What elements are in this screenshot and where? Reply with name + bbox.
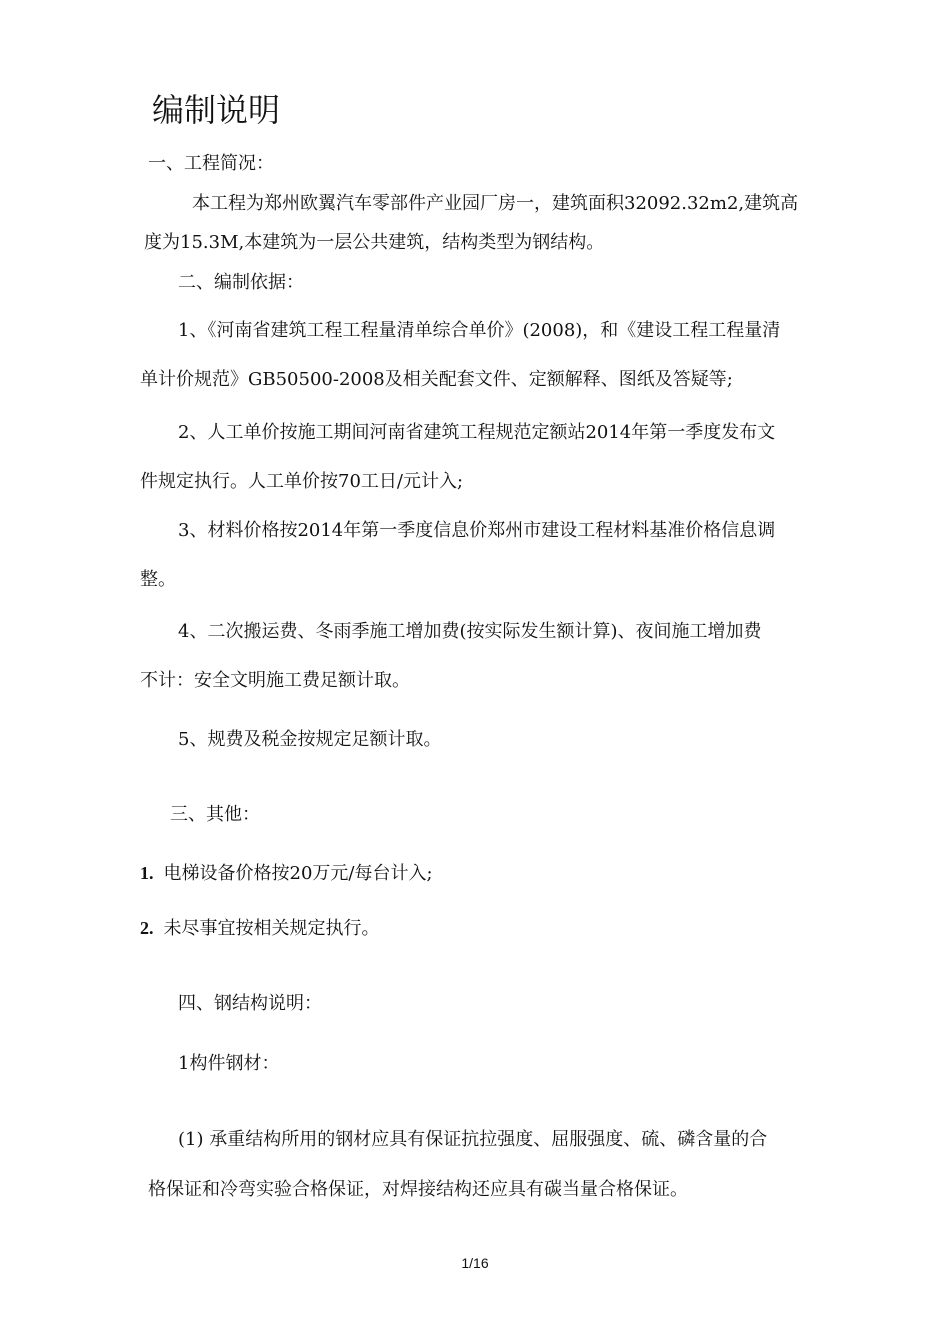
item-1-text: 电梯设备价格按20万元/每台计入; — [163, 863, 433, 884]
item-1-number: 1. — [140, 863, 154, 883]
section-4-subheading: 1构件钢材： — [178, 1053, 280, 1074]
section-2-para-2-line-2: 件规定执行。人工单价按70工日/元计入; — [140, 471, 464, 492]
section-1-line-2: 度为15.3M,本建筑为一层公共建筑，结构类型为钢结构。 — [144, 232, 605, 253]
section-4-heading: 四、钢结构说明： — [178, 993, 322, 1014]
section-2-heading: 二、编制依据： — [178, 272, 304, 293]
document-title: 编制说明 — [152, 91, 281, 129]
section-1-line-1: 本工程为郑州欧翼汽车零部件产业园厂房一，建筑面积32092.32m2,建筑高 — [192, 193, 799, 214]
section-3-item-1 — [140, 861, 433, 886]
section-2-para-4-line-2: 不计：安全文明施工费足额计取。 — [140, 670, 410, 691]
section-4-para-1-line-1: (1) 承重结构所用的钢材应具有保证抗拉强度、屈服强度、硫、磷含量的合 — [178, 1129, 768, 1150]
section-2-para-2-line-1: 2、人工单价按施工期间河南省建筑工程规范定额站2014年第一季度发布文 — [178, 422, 776, 443]
section-2-para-4-line-1: 4、二次搬运费、冬雨季施工增加费(按实际发生额计算)、夜间施工增加费 — [178, 621, 762, 642]
section-2-para-1-line-1: 1、《河南省建筑工程工程量清单综合单价》(2008)，和《建设工程工程量清 — [178, 320, 781, 341]
section-2-para-1-line-2: 单计价规范》GB50500-2008及相关配套文件、定额解释、图纸及答疑等; — [140, 369, 733, 390]
section-2-para-5: 5、规费及税金按规定足额计取。 — [178, 729, 442, 750]
section-3-item-2 — [140, 916, 380, 941]
section-3-heading: 三、其他： — [170, 804, 260, 825]
section-2-para-3-line-1: 3、材料价格按2014年第一季度信息价郑州市建设工程材料基准价格信息调 — [178, 520, 776, 541]
section-1-heading: 一、工程简况： — [148, 153, 274, 174]
page-number: 1/16 — [461, 1255, 489, 1271]
section-4-para-1-line-2: 格保证和冷弯实验合格保证，对焊接结构还应具有碳当量合格保证。 — [148, 1179, 688, 1200]
item-2-number: 2. — [140, 918, 154, 938]
item-2-text: 未尽事宜按相关规定执行。 — [163, 918, 380, 939]
section-2-para-3-line-2: 整。 — [140, 569, 176, 590]
